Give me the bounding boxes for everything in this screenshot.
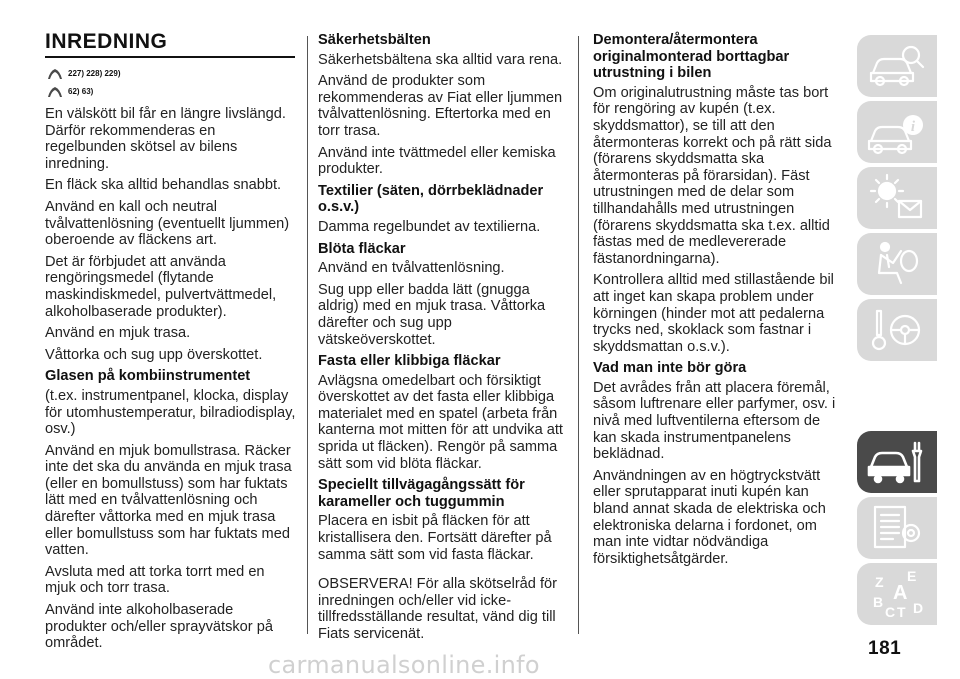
column-1: [45, 30, 297, 657]
column-divider: [307, 36, 308, 634]
paragraph: Använd en mjuk trasa.: [45, 325, 191, 342]
light-envelope-icon: [867, 171, 927, 225]
car-magnifier-icon: [867, 39, 927, 93]
paragraph: En välskött bil får en längre livslängd. Därför rekommenderas en regelbunden skötsel av bilens inredning.: [45, 106, 286, 172]
svg-text:Z: Z: [875, 574, 884, 590]
paragraph: Damma regelbundet av textilierna.: [318, 218, 541, 235]
subheading: Demontera/återmontera originalmonterad borttagbar utrustning i bilen: [593, 32, 790, 82]
paragraph: Använd en tvålvattenlösning.: [318, 260, 505, 277]
car-info-icon: [867, 105, 927, 159]
warning-ref-row: [47, 64, 297, 82]
paragraph: Om originalutrustning måste tas bort för rengöring av kupén (t.ex. skyddsmattor), se till att den återmonteras korrekt och på rätt sida (förarens skyddsmatta ska återmonteras på förarsidan). Fäst utrustningen med de delar som tillhandahålls med utrustningen (förarens skyddsmatta ska t.ex. alltid fästas med de medlevererade fästanordningarna).: [593, 84, 832, 267]
key-steering-wheel-icon: [867, 303, 927, 357]
paragraph: Det är förbjudet att använda rengöringsmedel (flytande maskindiskmedel, pulvertvättmedel, alkoholbaserade produkter).: [45, 253, 277, 320]
svg-text:D: D: [913, 600, 924, 616]
seat-airbag-icon: [867, 237, 927, 291]
subheading: Blöta fläckar: [318, 240, 406, 257]
warning-references: 227) 228) 229): [68, 68, 121, 78]
svg-text:i: i: [910, 119, 916, 135]
paragraph: Våttorka och sug upp överskottet.: [45, 346, 263, 363]
watermark: carmanualsonline.info: [268, 651, 540, 679]
column-3: [593, 30, 845, 572]
paragraph: Sug upp eller badda lätt (gnugga aldrig) med en mjuk trasa. Våttorka därefter och sug upp vätskeöverskottet.: [318, 281, 546, 348]
paragraph: (t.ex. instrumentpanel, klocka, display för utomhustemperatur, bilradiodisplay, osv.): [45, 387, 296, 438]
paragraph: En fläck ska alltid behandlas snabbt.: [45, 177, 282, 194]
warning-icon: [47, 67, 63, 80]
chapter-tab-maintenance[interactable]: [857, 431, 937, 493]
caution-icon: [47, 85, 63, 98]
data-list-icon: [867, 501, 927, 555]
subheading: Textilier (säten, dörrbeklädnader o.s.v.): [318, 182, 544, 216]
column-divider: [578, 36, 579, 634]
page-title: INREDNING: [45, 30, 295, 58]
subheading: Säkerhetsbälten: [318, 32, 431, 48]
subheading: Glasen på kombiinstrumentet: [45, 368, 251, 385]
paragraph: Användningen av en högtryckstvätt eller sprutapparat inuti kupén kan bland annat skada de elektriska och elektroniska delarna i fordonet, om man inte vidtar nödvändiga försiktighetsåtgärder.: [593, 467, 826, 567]
chapter-tab-lights[interactable]: [857, 167, 937, 229]
chapter-tab-starting-driving[interactable]: [857, 299, 937, 361]
caution-references: 62) 63): [68, 86, 94, 96]
column-2: [318, 30, 570, 648]
svg-text:B: B: [873, 594, 884, 610]
svg-text:T: T: [897, 604, 906, 620]
paragraph: Använd de produkter som rekommenderas av Fiat eller ljummen tvålvattenlösning. Eftertorka med en torr trasa.: [318, 73, 563, 139]
paragraph: Kontrollera alltid med stillastående bil att inget kan skapa problem under körningen (hinder mot att pedalerna trycks ned, skoklack som fastnar i skyddsmattan o.s.v.).: [593, 272, 834, 355]
paragraph: Använd en kall och neutral tvålvattenlösning (eventuellt ljummen) oberoende av fläckens art.: [45, 198, 290, 249]
paragraph: Avsluta med att torka torrt med en mjuk och torr trasa.: [45, 563, 265, 597]
paragraph: Det avrådes från att placera föremål, såsom luftrenare eller parfymer, osv. i nivå med luftventilerna eftersom de kan skada instrumentpanelens beklädnad.: [593, 379, 836, 463]
paragraph: Använd en mjuk bomullstrasa. Räcker inte det ska du använda en mjuk trasa (eller en bomullstuss) som har fuktats lätt med en tvålvattenlösning och därefter våttorka med en mjuk trasa eller bomullstuss som har fuktats med vatten.: [45, 442, 292, 559]
caution-ref-row: [47, 82, 297, 100]
paragraph: Använd inte tvättmedel eller kemiska produkter.: [318, 144, 556, 178]
chapter-tab-dashboard[interactable]: [857, 101, 937, 163]
subheading: Speciellt tillvägagångssätt för karameller och tuggummin: [318, 477, 525, 510]
subheading: Fasta eller klibbiga fläckar: [318, 353, 501, 370]
car-wrench-icon: [867, 435, 927, 489]
svg-text:C: C: [885, 604, 896, 620]
alphabet-index-icon: [867, 567, 927, 621]
chapter-tab-index[interactable]: [857, 563, 937, 625]
chapter-tab-getting-to-know[interactable]: [857, 35, 937, 97]
svg-text:E: E: [907, 568, 917, 584]
paragraph: Använd inte alkoholbaserade produkter och/eller sprayvätskor på området.: [45, 602, 273, 652]
chapter-tab-safety[interactable]: [857, 233, 937, 295]
paragraph: Placera en isbit på fläcken för att kristallisera den. Fortsätt därefter på samma sätt som vid fasta fläckar.: [318, 513, 552, 563]
paragraph: OBSERVERA! För alla skötselråd för inredningen och/eller vid icke-tillfredsställande resultat, vänd dig till Fiats servicenät.: [318, 576, 557, 642]
paragraph: Säkerhetsbältena ska alltid vara rena.: [318, 51, 563, 68]
page-number: 181: [868, 638, 902, 659]
svg-text:A: A: [893, 582, 908, 604]
paragraph: Avlägsna omedelbart och försiktigt överskottet av det fasta eller klibbiga materialet med en spatel (arbeta från kanterna mot mitten för att undvika att sprida ut fläcken). Rengör på samma sätt som vid blöta fläckar.: [318, 372, 563, 472]
chapter-tab-technical-data[interactable]: [857, 497, 937, 559]
subheading: Vad man inte bör göra: [593, 360, 747, 377]
